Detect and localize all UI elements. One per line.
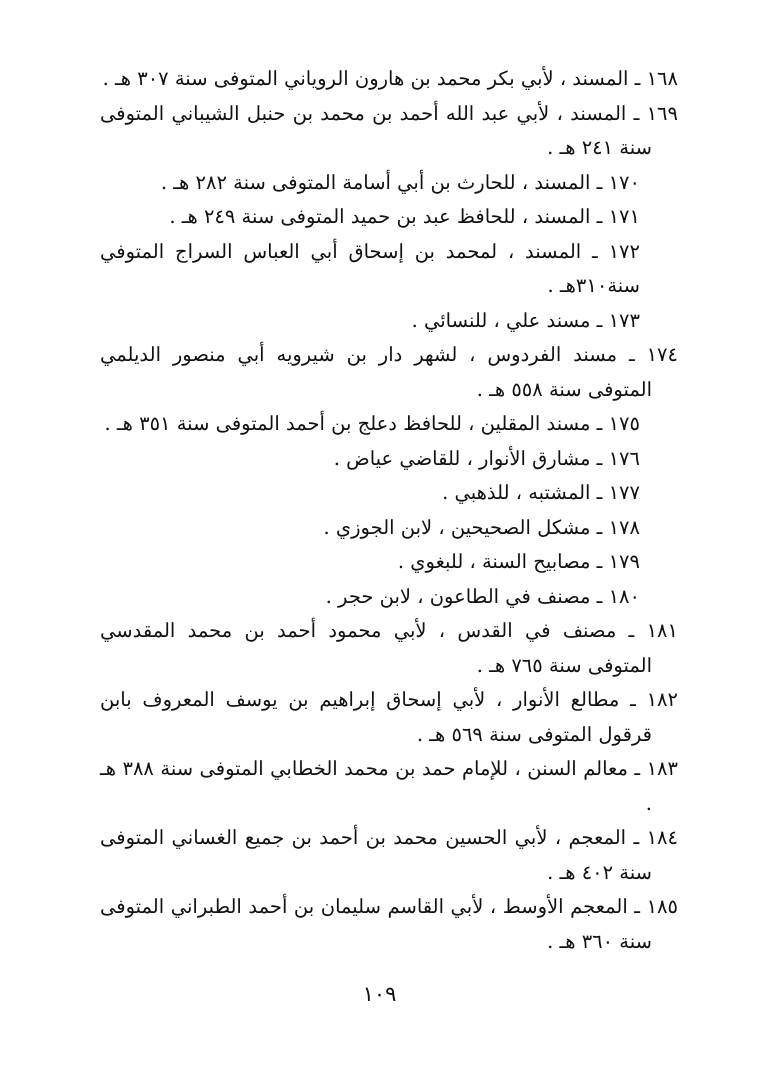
entry-168: ١٦٨ ـ المسند ، لأبي بكر محمد بن هارون الروياني المتوفى سنة ٣٠٧ هـ .: [102, 67, 678, 90]
entry-175: ١٧٥ ـ مسند المقلين ، للحافظ دعلج بن أحمد المتوفى سنة ٣٥١ هـ .: [104, 412, 640, 435]
entry-181: ١٨١ ـ مصنف في القدس ، لأبي محمود أحمد بن محمد المقدسي المتوفى سنة ٧٦٥ هـ .: [100, 619, 678, 677]
entry-171: ١٧١ ـ المسند ، للحافظ عبد بن حميد المتوفى سنة ٢٤٩ هـ .: [169, 205, 640, 228]
entry-180: ١٨٠ ـ مصنف في الطاعون ، لابن حجر .: [325, 584, 640, 608]
entry-179: ١٧٩ ـ مصابيح السنة ، للبغوي .: [397, 550, 640, 573]
entry-182: ١٨٢ ـ مطالع الأنوار ، لأبي إسحاق إبراهيم بن يوسف المعروف بابن قرقول المتوفى سنة ٥٦٩ هـ .: [100, 688, 678, 746]
bibliography-list: [100, 62, 678, 1002]
entry-178: ١٧٨ ـ مشكل الصحيحين ، لابن الجوزي .: [323, 515, 640, 539]
entry-173: ١٧٣ ـ مسند علي ، للنسائي .: [411, 308, 640, 332]
entry-170: ١٧٠ ـ المسند ، للحارث بن أبي أسامة المتوفى سنة ٢٨٢ هـ .: [160, 170, 640, 194]
entry-174: ١٧٤ ـ مسند الفردوس ، لشهر دار بن شيرويه أبي منصور الديلمي المتوفى سنة ٥٥٨ هـ .: [100, 343, 678, 401]
entry-177: ١٧٧ ـ المشتبه ، للذهبي .: [442, 481, 640, 504]
entry-185: ١٨٥ ـ المعجم الأوسط ، لأبي القاسم سليمان بن أحمد الطبراني المتوفى سنة ٣٦٠ هـ .: [100, 895, 678, 953]
entry-169: ١٦٩ ـ المسند ، لأبي عبد الله أحمد بن محمد بن حنبل الشيباني المتوفى سنة ٢٤١ هـ .: [100, 101, 678, 159]
entry-172: ١٧٢ ـ المسند ، لمحمد بن إسحاق أبي العباس السراج المتوفي سنة٣١٠هـ .: [100, 239, 640, 297]
entry-184: ١٨٤ ـ المعجم ، لأبي الحسين محمد بن أحمد بن جميع الغساني المتوفى سنة ٤٠٢ هـ .: [100, 826, 678, 884]
entry-176: ١٧٦ ـ مشارق الأنوار ، للقاضي عياض .: [333, 446, 640, 470]
page-number: ١٠٩: [362, 982, 397, 1006]
entry-183: ١٨٣ ـ معالم السنن ، للإمام حمد بن محمد الخطابي المتوفى سنة ٣٨٨ هـ .: [100, 757, 678, 815]
